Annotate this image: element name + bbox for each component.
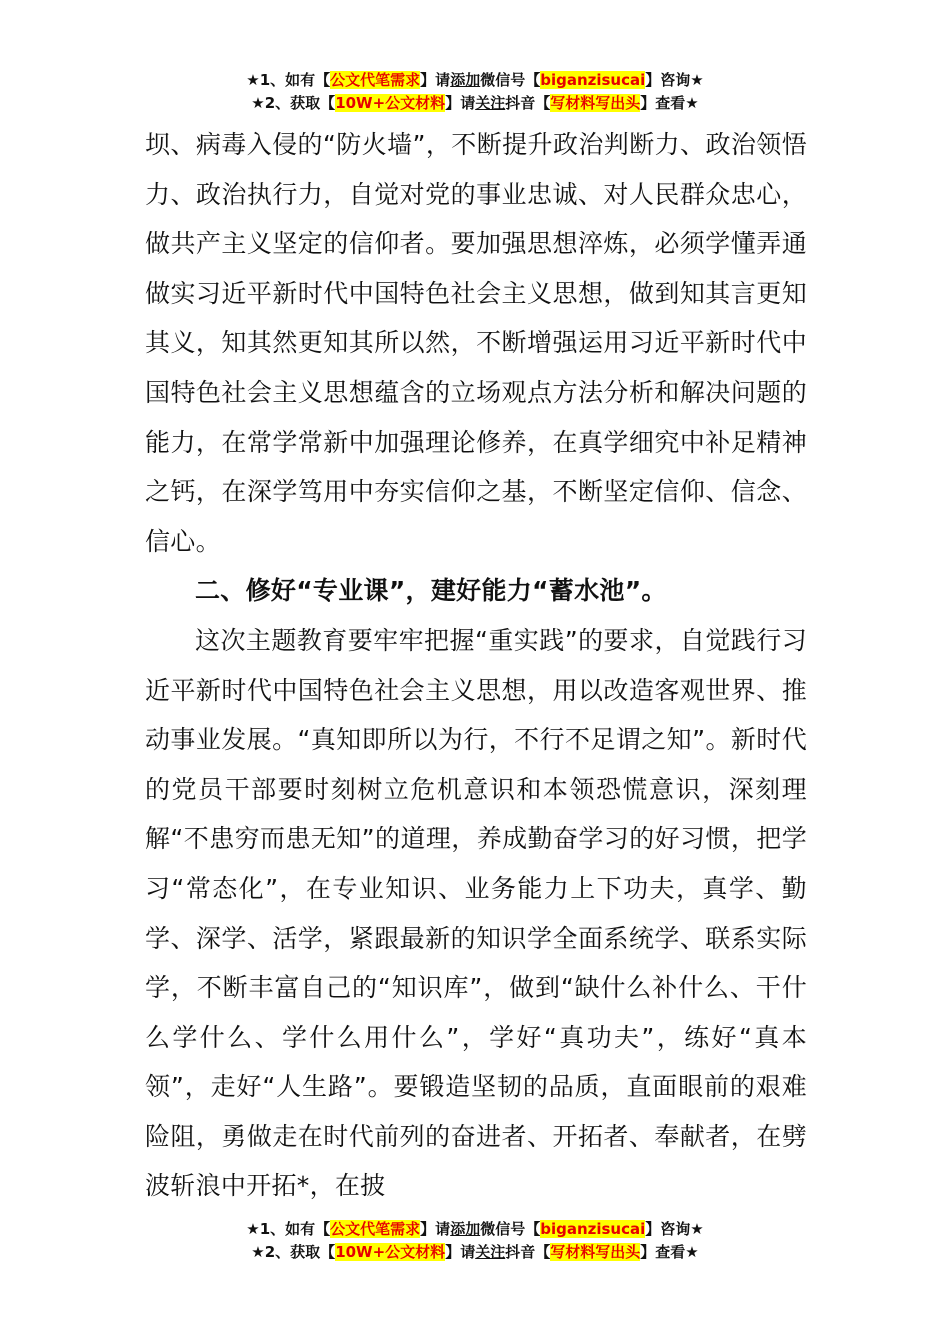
promo-text: 】咨询★ xyxy=(645,1220,704,1238)
promo-highlight: 10W+公文材料 xyxy=(335,1243,446,1261)
promo-highlight-wechat-id: biganzisucai xyxy=(540,1220,646,1238)
promo-highlight-douyin-id: 写材料写出头 xyxy=(550,94,641,112)
promo-banner-top xyxy=(0,69,950,115)
promo-line-2 xyxy=(0,92,950,115)
promo-underlined: 关注 xyxy=(475,1243,506,1261)
promo-text: 】请 xyxy=(445,94,476,112)
promo-underlined: 添加 xyxy=(450,71,481,89)
promo-line-1 xyxy=(0,1218,950,1241)
promo-text: 微信号【 xyxy=(480,1220,541,1238)
promo-text: 】查看★ xyxy=(640,94,699,112)
promo-text: 】咨询★ xyxy=(645,71,704,89)
paragraph-1: 坝、病毒入侵的“防火墙”，不断提升政治判断力、政治领悟力、政治执行力，自觉对党的事业忠诚、对人民群众忠心，做共产主义坚定的信仰者。要加强思想淬炼，必须学懂弄通做实习近平新时代中国特色社会主义思想，做到知其言更知其义，知其然更知其所以然，不断增强运用习近平新时代中国特色社会主义思想蕴含的立场观点方法分析和解决问题的能力，在常学常新中加强理论修养，在真学细究中补足精神之钙，在深学笃用中夯实信仰之基，不断坚定信仰、信念、信心。 xyxy=(145,130,807,556)
promo-underlined: 添加 xyxy=(450,1220,481,1238)
promo-highlight-douyin-id: 写材料写出头 xyxy=(550,1243,641,1261)
promo-text: 微信号【 xyxy=(480,71,541,89)
promo-text: ★1、如有【 xyxy=(246,71,331,89)
promo-text: ★2、获取【 xyxy=(251,94,336,112)
section-heading-2: 二、修好“专业课”，建好能力“蓄水池”。 xyxy=(195,576,667,606)
promo-banner-bottom xyxy=(0,1218,950,1264)
promo-highlight: 公文代笔需求 xyxy=(330,1220,421,1238)
paragraph-2: 这次主题教育要牢牢把握“重实践”的要求，自觉践行习近平新时代中国特色社会主义思想，用以改造客观世界、推动事业发展。“真知即所以为行，不行不足谓之知”。新时代的党员干部要时刻树立危机意识和本领恐慌意识，深刻理解“不患穷而患无知”的道理，养成勤奋学习的好习惯，把学习“常态化”，在专业知识、业务能力上下功夫，真学、勤学、深学、活学，紧跟最新的知识学全面系统学、联系实际学，不断丰富自己的“知识库”，做到“缺什么补什么、干什么学什么、学什么用什么”，学好“真功夫”，练好“真本领”，走好“人生路”。要锻造坚韧的品质，直面眼前的艰难险阻，勇做走在时代前列的奋进者、开拓者、奉献者，在劈波斩浪中开拓*，在披 xyxy=(145,625,807,1201)
promo-line-2 xyxy=(0,1241,950,1264)
promo-text: 抖音【 xyxy=(505,1243,551,1261)
promo-text: ★1、如有【 xyxy=(246,1220,331,1238)
promo-text: ★2、获取【 xyxy=(251,1243,336,1261)
promo-highlight: 10W+公文材料 xyxy=(335,94,446,112)
promo-highlight-wechat-id: biganzisucai xyxy=(540,71,646,89)
promo-line-1 xyxy=(0,69,950,92)
promo-text: 】请 xyxy=(445,1243,476,1261)
promo-text: 抖音【 xyxy=(505,94,551,112)
promo-underlined: 关注 xyxy=(475,94,506,112)
promo-text: 】查看★ xyxy=(640,1243,699,1261)
promo-text: 】请 xyxy=(420,1220,451,1238)
promo-highlight: 公文代笔需求 xyxy=(330,71,421,89)
promo-text: 】请 xyxy=(420,71,451,89)
document-body xyxy=(145,120,807,1211)
